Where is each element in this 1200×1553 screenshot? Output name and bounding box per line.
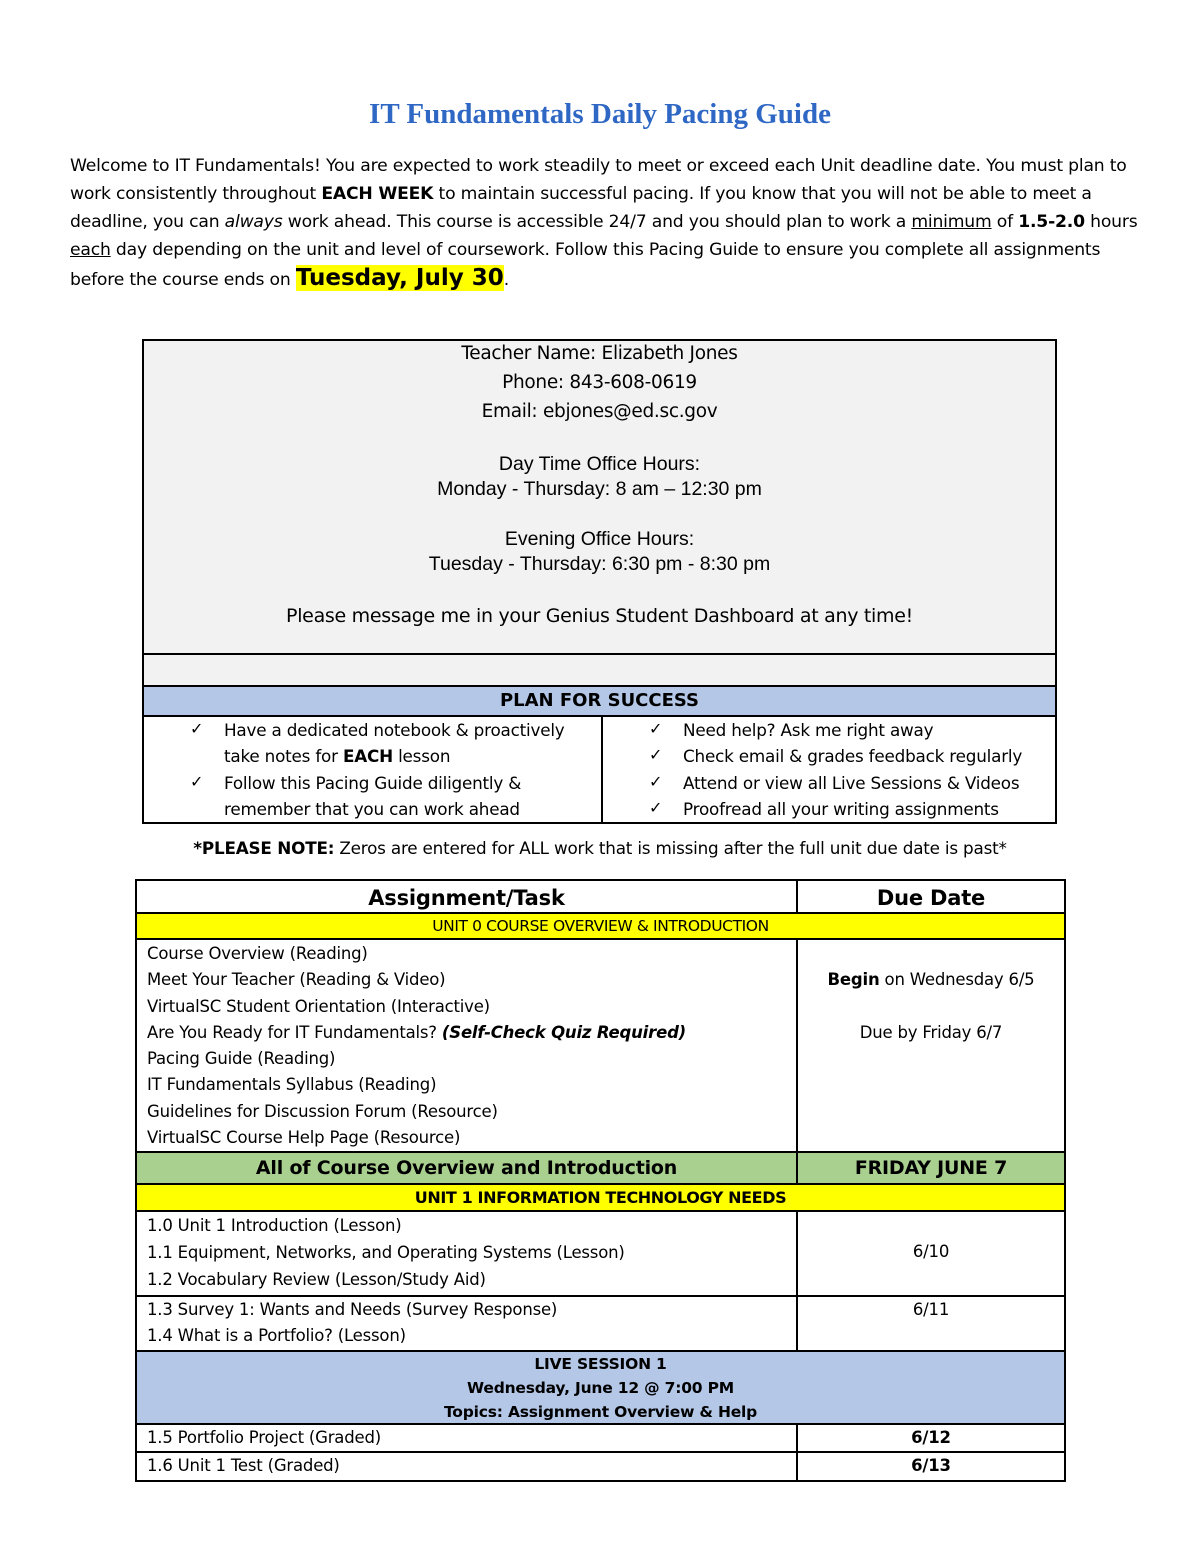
check-icon: ✓ bbox=[649, 774, 663, 791]
unit0-heading: UNIT 0 COURSE OVERVIEW & INTRODUCTION bbox=[432, 917, 769, 935]
evening-hours: Tuesday - Thursday: 6:30 pm - 8:30 pm bbox=[428, 553, 771, 575]
plan-item-line: Have a dedicated notebook & proactively bbox=[224, 720, 565, 740]
quiz-note: (Self-Check Quiz Required) bbox=[441, 1022, 687, 1042]
teacher-name: Teacher Name: Elizabeth Jones bbox=[461, 343, 738, 364]
intro-text: of bbox=[991, 212, 1019, 232]
table-row bbox=[135, 940, 1066, 1153]
header-task: Assignment/Task bbox=[137, 881, 798, 912]
task-list bbox=[147, 1297, 557, 1349]
intro-text: to maintain successful pacing. If you know that you will not be able to meet a deadline, you can bbox=[70, 184, 1092, 232]
table-row bbox=[135, 1212, 1066, 1297]
item-text: Are You Ready for IT Fundamentals? bbox=[147, 1022, 442, 1042]
plan-item-line: Follow this Pacing Guide diligently & bbox=[224, 773, 522, 793]
plan-list bbox=[142, 717, 1057, 824]
plan-item: Check email & grades feedback regularly bbox=[683, 746, 1023, 766]
day-hours-label: Day Time Office Hours: bbox=[498, 453, 701, 475]
plan-item bbox=[224, 770, 521, 822]
list-item: Pacing Guide (Reading) bbox=[147, 1049, 336, 1069]
contact-message: Please message me in your Genius Student Dashboard at any time! bbox=[286, 605, 913, 627]
check-icon: ✓ bbox=[649, 747, 663, 764]
list-item: VirtualSC Student Orientation (Interactive) bbox=[147, 996, 490, 1016]
evening-hours-label: Evening Office Hours: bbox=[504, 528, 695, 550]
list-item: 1.1 Equipment, Networks, and Operating Systems (Lesson) bbox=[147, 1243, 625, 1262]
separator-row bbox=[142, 655, 1057, 687]
intro-text: hours bbox=[1084, 212, 1138, 232]
due-cell: 6/11 bbox=[912, 1300, 950, 1319]
note-text: Zeros are entered for ALL work that is missing after the full unit due date is past* bbox=[334, 838, 1007, 858]
task-cell: 1.6 Unit 1 Test (Graded) bbox=[137, 1453, 798, 1480]
check-icon: ✓ bbox=[649, 721, 663, 738]
due-cell bbox=[798, 940, 1064, 1151]
intro-text: day depending on the unit and level of coursework. Follow this Pacing Guide to ensure you complete all assignments before the course ends on bbox=[70, 240, 1101, 290]
plan-bold-each: EACH bbox=[342, 746, 393, 766]
summary-due: FRIDAY JUNE 7 bbox=[854, 1157, 1008, 1179]
plan-item bbox=[224, 717, 565, 769]
intro-paragraph bbox=[70, 152, 1140, 294]
plan-heading: PLAN FOR SUCCESS bbox=[142, 687, 1057, 717]
list-item: 1.4 What is a Portfolio? (Lesson) bbox=[147, 1326, 406, 1345]
check-icon: ✓ bbox=[190, 721, 204, 738]
due-cell: 6/12 bbox=[911, 1428, 951, 1447]
list-item: IT Fundamentals Syllabus (Reading) bbox=[147, 1075, 437, 1095]
live-session-row bbox=[135, 1352, 1066, 1425]
unit-heading-row bbox=[135, 914, 1066, 940]
summary-row bbox=[135, 1153, 1066, 1185]
begin-label: Begin bbox=[827, 970, 880, 989]
check-icon: ✓ bbox=[190, 774, 204, 791]
list-item: Meet Your Teacher (Reading & Video) bbox=[147, 970, 446, 990]
list-item: Course Overview (Reading) bbox=[147, 944, 368, 963]
plan-item: Proofread all your writing assignments bbox=[683, 799, 999, 819]
task-cell: 1.5 Portfolio Project (Graded) bbox=[137, 1425, 798, 1451]
list-item: 1.0 Unit 1 Introduction (Lesson) bbox=[147, 1216, 402, 1235]
live-topics: Topics: Assignment Overview & Help bbox=[443, 1403, 758, 1421]
begin-date bbox=[798, 967, 1064, 993]
plan-item: Need help? Ask me right away bbox=[683, 720, 934, 740]
plan-text: take notes for bbox=[224, 746, 343, 766]
please-note bbox=[0, 838, 1200, 858]
check-icon: ✓ bbox=[649, 800, 663, 817]
task-list bbox=[147, 1212, 625, 1293]
live-session bbox=[137, 1352, 1064, 1423]
list-item: Guidelines for Discussion Forum (Resource) bbox=[147, 1101, 498, 1121]
list-item: 1.3 Survey 1: Wants and Needs (Survey Response) bbox=[147, 1300, 558, 1319]
intro-underline-minimum: minimum bbox=[911, 212, 992, 232]
plan-item-line bbox=[224, 743, 565, 769]
intro-italic-always: always bbox=[224, 212, 283, 232]
live-date: Wednesday, June 12 @ 7:00 PM bbox=[467, 1379, 734, 1397]
list-item bbox=[147, 1020, 686, 1046]
intro-bold-each-week: EACH WEEK bbox=[321, 184, 434, 204]
intro-text: . bbox=[503, 270, 509, 290]
task-cell bbox=[137, 1212, 798, 1295]
list-item: 1.2 Vocabulary Review (Lesson/Study Aid) bbox=[147, 1270, 486, 1289]
table-row bbox=[135, 1425, 1066, 1453]
task-list bbox=[147, 941, 686, 1151]
plan-item: Attend or view all Live Sessions & Videos bbox=[683, 773, 1020, 793]
plan-right-column bbox=[603, 717, 1057, 822]
teacher-info-box bbox=[142, 339, 1057, 655]
teacher-email: Email: ebjones@ed.sc.gov bbox=[481, 401, 718, 422]
due-cell: 6/13 bbox=[911, 1456, 951, 1475]
intro-text: work ahead. This course is accessible 24/7 and you should plan to work a bbox=[282, 212, 912, 232]
begin-text: on Wednesday 6/5 bbox=[879, 970, 1035, 989]
intro-text: Welcome to IT Fundamentals! You are expected to work steadily to meet or exceed each Unit deadline date. You must plan to work consistently throughout bbox=[70, 156, 1127, 204]
task-cell bbox=[137, 1297, 798, 1350]
due-cell: 6/10 bbox=[912, 1242, 950, 1261]
plan-item-line: remember that you can work ahead bbox=[224, 799, 520, 819]
intro-bold-hours: 1.5-2.0 bbox=[1018, 212, 1085, 232]
list-item: VirtualSC Course Help Page (Resource) bbox=[147, 1128, 461, 1148]
table-row bbox=[135, 1297, 1066, 1352]
header-due: Due Date bbox=[876, 886, 986, 910]
plan-left-column bbox=[144, 717, 603, 822]
due-date: Due by Friday 6/7 bbox=[859, 1023, 1003, 1042]
table-header-row bbox=[135, 879, 1066, 914]
day-hours: Monday - Thursday: 8 am – 12:30 pm bbox=[437, 478, 762, 500]
intro-underline-each: each bbox=[70, 240, 111, 260]
live-title: LIVE SESSION 1 bbox=[534, 1355, 667, 1373]
teacher-phone: Phone: 843-608-0619 bbox=[502, 372, 697, 393]
note-label: *PLEASE NOTE: bbox=[193, 838, 335, 858]
unit-heading-row bbox=[135, 1185, 1066, 1212]
page-title: IT Fundamentals Daily Pacing Guide bbox=[369, 98, 831, 130]
summary-task: All of Course Overview and Introduction bbox=[137, 1153, 798, 1183]
unit1-heading: UNIT 1 INFORMATION TECHNOLOGY NEEDS bbox=[414, 1188, 787, 1207]
task-cell bbox=[137, 940, 798, 1151]
end-date-highlight: Tuesday, July 30 bbox=[295, 265, 504, 291]
table-row bbox=[135, 1453, 1066, 1482]
plan-text: lesson bbox=[392, 746, 451, 766]
